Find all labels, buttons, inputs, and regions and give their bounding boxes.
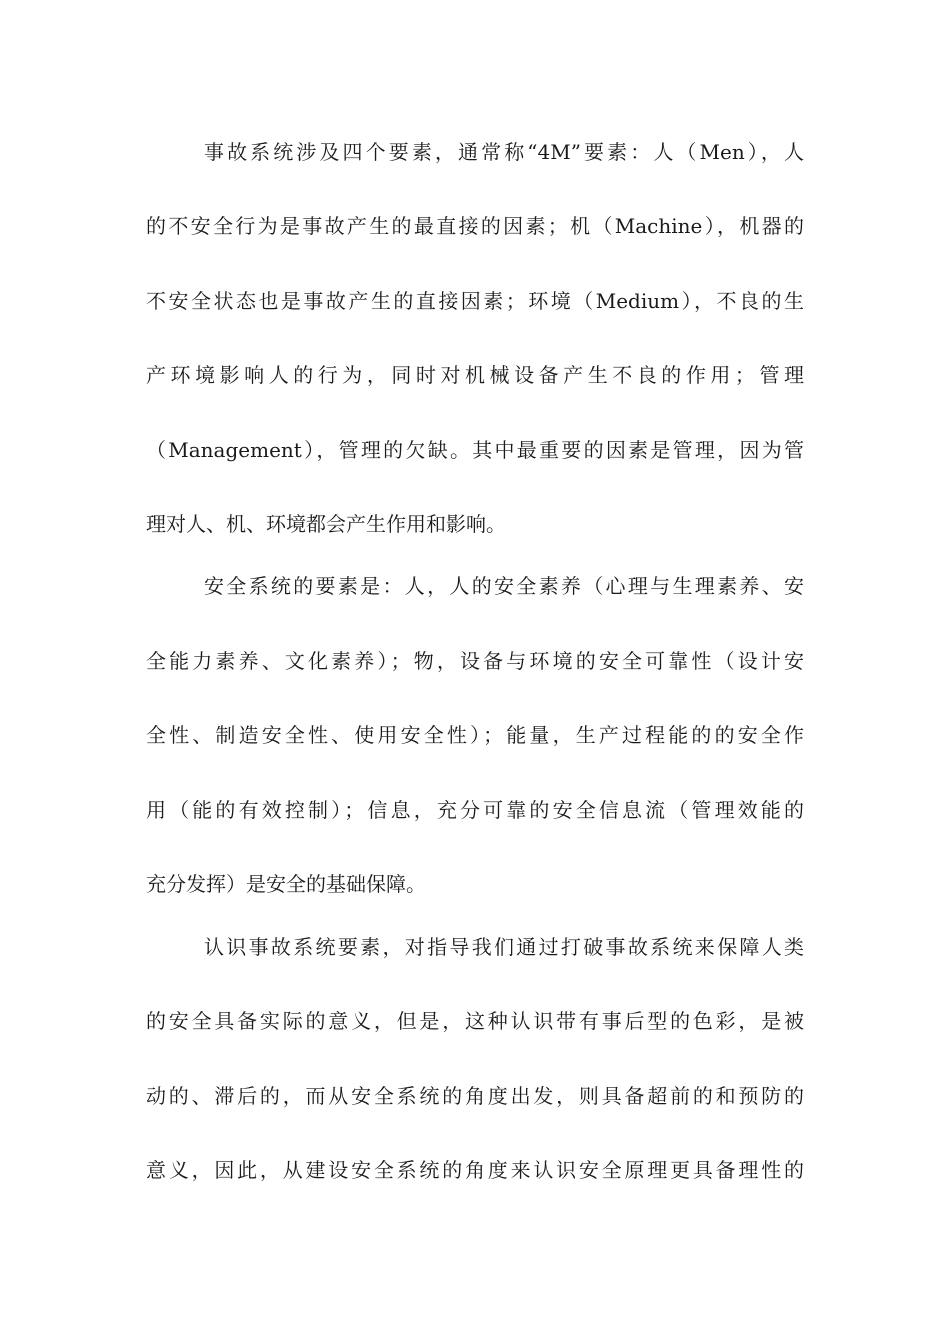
- text-line: 用（能的有效控制）；信息，充分可靠的安全信息流（管理效能的: [146, 798, 804, 822]
- text-line: 认识事故系统要素，对指导我们通过打破事故系统来保障人类: [204, 935, 804, 959]
- text-line: 事故系统涉及四个要素，通常称“4M”要素：人（Men），人: [204, 140, 804, 164]
- text-line: （Management），管理的欠缺。其中最重要的因素是管理，因为管: [146, 438, 804, 462]
- text-line: 充分发挥）是安全的基础保障。: [146, 872, 426, 896]
- text-line: 理对人、机、环境都会产生作用和影响。: [146, 512, 506, 536]
- text-line: 的安全具备实际的意义，但是，这种认识带有事后型的色彩，是被: [146, 1009, 804, 1033]
- text-line: 全性、制造安全性、使用安全性）；能量，生产过程能的的安全作: [146, 723, 804, 747]
- text-line: 安全系统的要素是：人，人的安全素养（心理与生理素养、安: [204, 574, 804, 598]
- text-line: 全能力素养、文化素养）；物，设备与环境的安全可靠性（设计安: [146, 649, 804, 673]
- text-line: 产环境影响人的行为，同时对机械设备产生不良的作用；管理: [146, 363, 804, 387]
- text-line: 动的、滞后的，而从安全系统的角度出发，则具备超前的和预防的: [146, 1084, 804, 1108]
- text-line: 的不安全行为是事故产生的最直接的因素；机（Machine），机器的: [146, 214, 804, 238]
- text-line: 不安全状态也是事故产生的直接因素；环境（Medium），不良的生: [146, 289, 804, 313]
- text-line: 意义，因此，从建设安全系统的角度来认识安全原理更具备理性的: [146, 1158, 804, 1182]
